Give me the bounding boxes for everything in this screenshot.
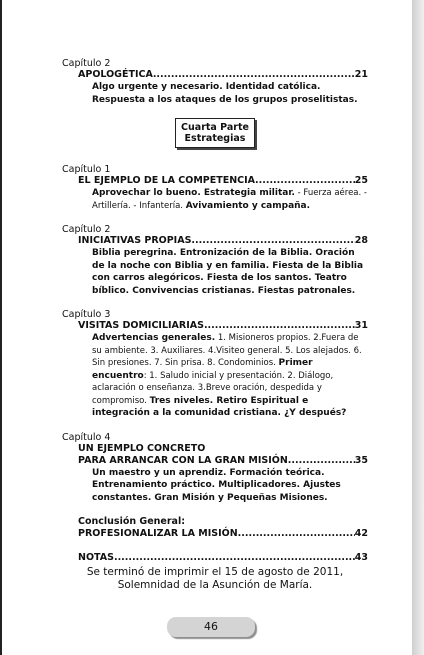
description-run: Avivamiento y campaña. [185,200,311,211]
description-run: Aprovechar lo bueno. Estrategia militar. [92,188,295,198]
colophon [62,566,368,592]
description-run: Tres niveles. Retiro Espiritual e integración a la comunidad cristiana. ¿Y después? [92,395,347,418]
colophon-line1: Se terminó de imprimir el 15 de agosto de 2011, [86,566,344,578]
toc-entry-description [92,467,368,505]
toc-section-notas [62,552,368,564]
conclusion-label: Conclusión General: [78,516,186,527]
description-run: Primer encuentro [92,358,313,381]
toc-entry-description [92,332,368,420]
dot-leader [191,235,354,247]
dot-leader [114,552,355,564]
toc-entry-title: INICIATIVAS PROPIAS [78,235,192,246]
toc-entry-competencia [78,175,368,187]
toc-entry-iniciativas [78,235,368,247]
dot-leader [255,175,355,187]
chapter-label: Capítulo 2 [62,224,111,235]
toc-entry-apologetica [78,69,368,81]
toc-entry-title: APOLOGÉTICA [78,69,153,80]
description-run: Biblia peregrina. Entronización de la Biblia. Oración de la noche con Biblia y en familia. Fiesta de la Biblia con carros alegóricos. Fiesta de los santos. Teatro bíblico. Convivencias cristianas. Fiestas patronales. [92,248,364,296]
dot-leader [204,320,355,332]
toc-entry-page: 25 [354,175,368,186]
part-heading-line1: Cuarta Parte [181,122,249,133]
toc-section-ejemplo [62,432,368,505]
page-number-tab: 46 [167,617,255,637]
toc-entry-title: NOTAS [78,552,114,563]
chapter-label: Capítulo 4 [62,431,111,443]
table-of-contents [62,58,368,576]
chapter-label: Capítulo 3 [62,309,111,320]
part-heading-box [175,118,255,148]
toc-entry-visitas [78,320,368,332]
dot-leader [238,528,355,540]
dot-leader [288,455,355,467]
toc-entry-description [92,247,368,297]
chapter-label: Capítulo 1 [62,164,111,175]
toc-section-competencia [62,164,368,212]
toc-entry-page: 21 [354,69,368,80]
description-run: - Fuerza aérea. - Artillería. - Infantería. [92,188,367,211]
part-heading-line2: Estrategias [184,133,246,144]
page-edge-shadow [412,0,424,655]
toc-entry-notas [78,552,368,564]
toc-entry-conclusion [78,528,368,540]
toc-entry-page: 35 [354,454,368,466]
toc-entry-title: EL EJEMPLO DE LA COMPETENCIA [78,175,256,186]
description-run: Algo urgente y necesario. Identidad católica. Respuesta a los ataques de los grupos proselitistas. [92,82,358,105]
chapter-label: Capítulo 2 [62,58,111,69]
toc-section-visitas [62,309,368,420]
description-run: 1. Misioneros propios. 2.Fuera de su ambiente. 3. Auxiliares. 4.Visiteo general. 5. Los alejados. 6. Sin presiones. 7. Sin prisa. 8. Condominios. [92,333,362,368]
toc-entry-title: PROFESIONALIZAR LA MISIÓN [78,528,238,539]
toc-entry-title: PARA ARRANCAR CON LA GRAN MISIÓN [78,454,288,466]
toc-entry-page: 28 [354,235,368,246]
toc-section-apologetica [62,58,368,106]
toc-section-conclusion [62,516,368,540]
description-run: Un maestro y un aprendiz. Formación teórica. Entrenamiento práctico. Multiplicadores. Ajustes constantes. Gran Misión y Pequeñas Misiones. [92,467,341,503]
dot-leader [153,69,355,81]
toc-entry-description [92,81,368,106]
toc-entry-title-line1: UN EJEMPLO CONCRETO [78,442,206,454]
description-run: : 1. Saludo inicial y presentación. 2. Diálogo, aclaración o enseñanza. 3.Breve oración, despedida y compromiso. [92,370,334,406]
toc-entry-page: 31 [354,320,368,331]
colophon-line2: Solemnidad de la Asunción de María. [117,579,313,591]
toc-entry-title: VISITAS DOMICILIARIAS [78,320,204,331]
toc-entry-page: 42 [354,528,368,539]
description-run: Advertencias generales. [92,333,216,343]
toc-section-iniciativas [62,224,368,297]
toc-entry-description [92,187,368,212]
toc-entry-page: 43 [354,552,368,563]
toc-entry-ejemplo [78,455,368,467]
